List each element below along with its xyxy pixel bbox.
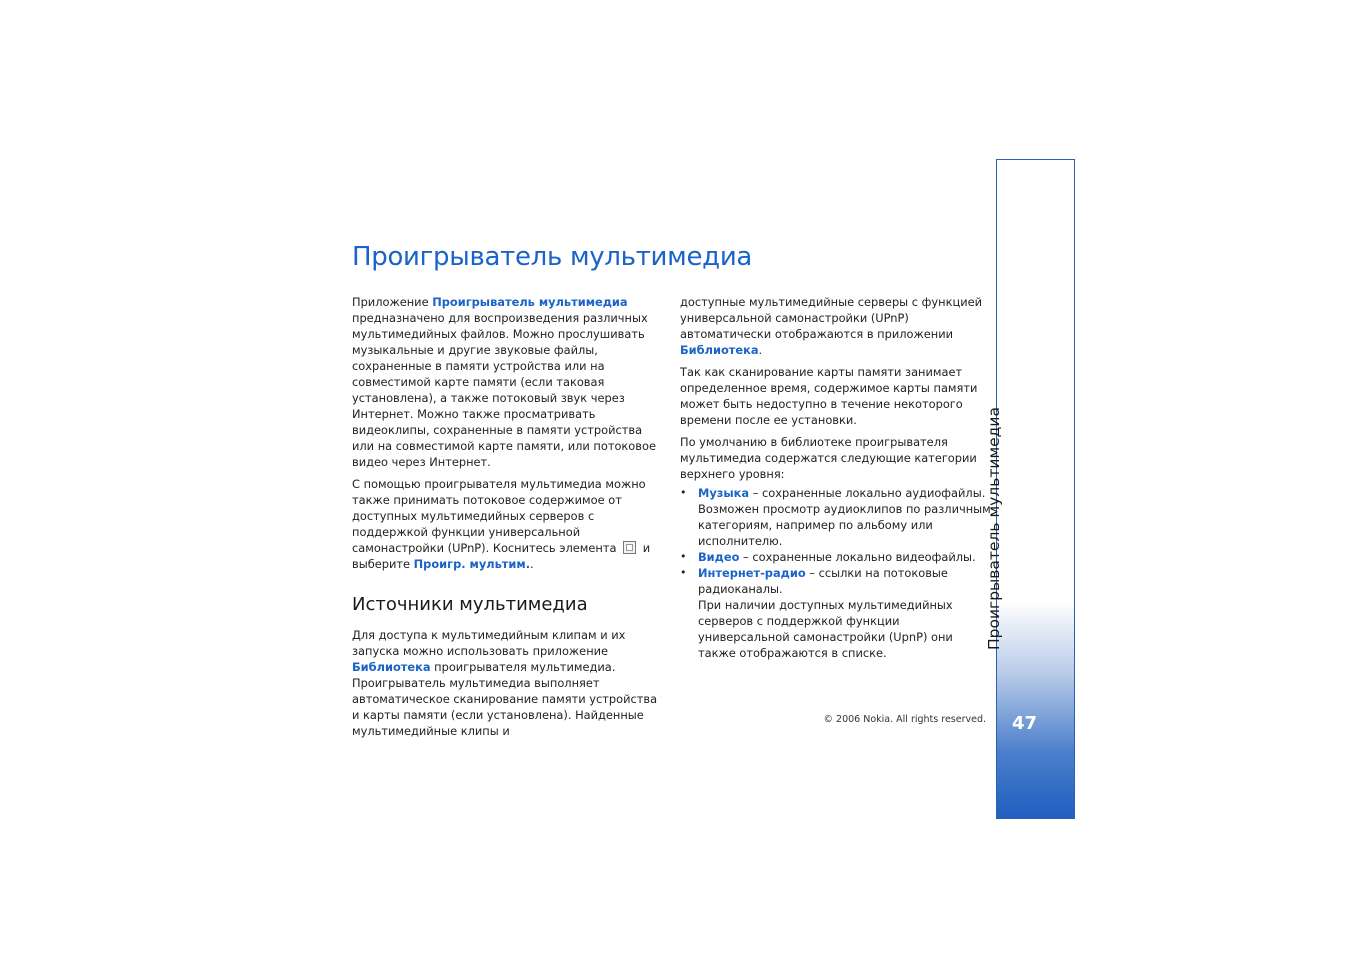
library-text-rest: проигрывателя мультимедиа. Проигрыватель мультимедиа выполняет автоматическое сканирование памяти устройства и карты памяти (если установлена). Найденные мультимедийные клипы и — [352, 660, 658, 738]
upnp-text-start: С помощью проигрывателя мультимедиа можно также принимать потоковое содержимое от доступных мультимедийных серверов с поддержкой функции универсальной самонастройки (UPnP). Коснитесь элемента — [352, 477, 646, 555]
continued-text-start: доступные мультимедийные серверы с функцией универсальной самонастройки (UPnP) автоматически отображаются в приложении — [680, 295, 983, 341]
categories-intro: По умолчанию в библиотеке проигрывателя мультимедиа содержатся следующие категории верхнего уровня: — [680, 435, 977, 481]
copyright-footer: © 2006 Nokia. All rights reserved. — [823, 714, 986, 725]
upnp-text-end: . — [530, 557, 534, 571]
category-name: Видео — [698, 550, 740, 564]
sidebar-chapter-title: Проигрыватель мультимедиа — [985, 407, 1003, 650]
page-title: Проигрыватель мультимедиа — [352, 242, 753, 272]
library-link-2: Библиотека — [680, 343, 759, 357]
intro-text-start: Приложение — [352, 295, 433, 309]
category-desc: – ссылки на потоковые радиоканалы. — [698, 566, 948, 596]
column-left — [352, 294, 664, 745]
continued-paragraph — [680, 294, 992, 358]
category-name: Музыка — [698, 486, 750, 500]
intro-paragraph — [352, 294, 664, 470]
upnp-paragraph — [352, 476, 664, 572]
continued-text-end: . — [758, 343, 763, 357]
category-desc: – сохраненные локально видеофайлы. — [739, 550, 976, 564]
intro-text-rest: предназначено для воспроизведения различных мультимедийных файлов. Можно прослушивать музыкальные и другие звуковые файлы, сохраненные в памяти устройства или на совместимой карте памяти (если таковая установлена), а также потоковый звук через Интернет. Можно также просматривать видеоклипы, сохраненные в памяти устройства или на совместимой карте памяти, или потоковое видео через Интернет. — [352, 311, 656, 469]
scan-note-paragraph: Так как сканирование карты памяти занимает определенное время, содержимое карты памяти может быть недоступно в течение некоторого времени после ее установки. — [680, 365, 978, 427]
page-number: 47 — [1012, 713, 1038, 734]
bullet-icon: • — [680, 566, 687, 579]
library-text-start: Для доступа к мультимедийным клипам и их запуска можно использовать приложение — [352, 628, 626, 658]
bullet-icon: • — [680, 486, 687, 499]
category-desc: – сохраненные локально аудиофайлы. Возможен просмотр аудиоклипов по различным категориям, например по альбому или исполнителю. — [698, 486, 991, 548]
library-paragraph — [352, 627, 664, 739]
category-list — [680, 485, 992, 661]
menu-grid-icon — [623, 541, 636, 554]
column-right — [680, 294, 992, 661]
section-heading: Источники мультимедиа — [352, 594, 588, 615]
upnp-text-mid: и выберите — [352, 541, 651, 571]
app-name-link: Проигрыватель мультимедиа — [432, 295, 628, 309]
list-item — [680, 565, 992, 661]
player-menu-link: Проигр. мультим. — [413, 557, 531, 571]
bullet-icon: • — [680, 550, 687, 563]
library-link: Библиотека — [352, 660, 431, 674]
list-item — [680, 485, 992, 549]
category-name: Интернет-радио — [698, 566, 806, 580]
list-item — [680, 549, 992, 565]
category-note: При наличии доступных мультимедийных серверов с поддержкой функции универсальной самонастройки (UpnP) они также отображаются в списке. — [698, 598, 953, 660]
